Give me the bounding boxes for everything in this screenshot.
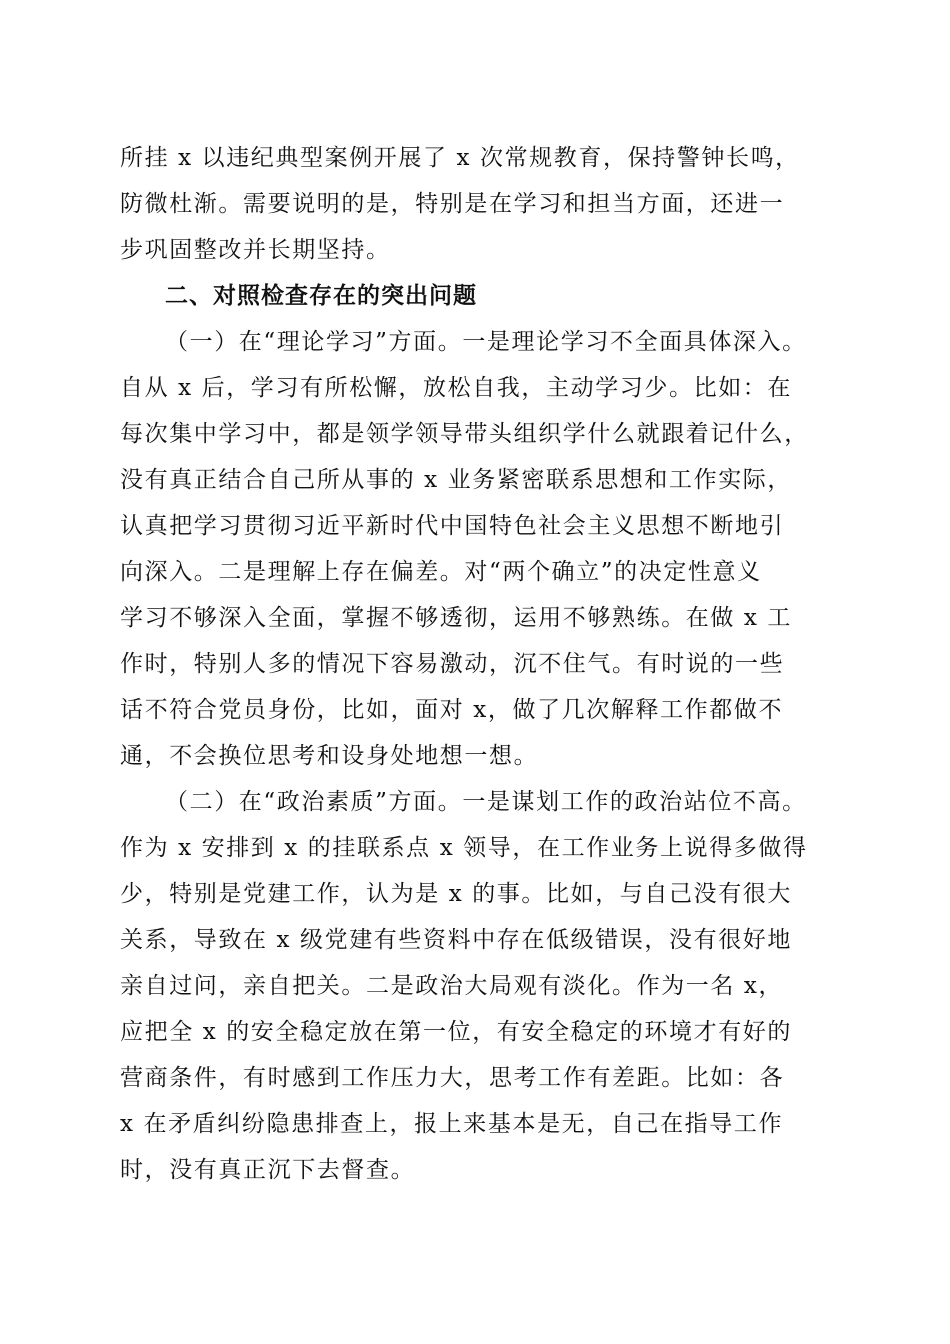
paragraph-2-line-2: 作为 x 安排到 x 的挂联系点 x 领导，在工作业务上说得多做得 [120,835,808,861]
paragraph-1-line-6: 向深入。二是理解上存在偏差。对“两个确立”的决定性意义 [120,559,762,585]
intro-line-3: 步巩固整改并长期坚持。 [120,237,391,263]
paragraph-2-line-3: 少，特别是党建工作，认为是 x 的事。比如，与自己没有很大 [120,881,792,907]
intro-line-2: 防微杜渐。需要说明的是，特别是在学习和担当方面，还进一 [120,191,785,217]
paragraph-1-line-9: 话不符合党员身份，比如，面对 x，做了几次解释工作都做不 [120,697,784,723]
paragraph-2-line-7: 营商条件，有时感到工作压力大，思考工作有差距。比如：各 [120,1065,785,1091]
paragraph-1-line-1: （一）在“理论学习”方面。一是理论学习不全面具体深入。 [165,329,807,355]
paragraph-2-line-6: 应把全 x 的安全稳定放在第一位，有安全稳定的环境才有好的 [120,1019,792,1045]
paragraph-1-line-2: 自从 x 后，学习有所松懈，放松自我，主动学习少。比如：在 [120,375,792,401]
section-heading: 二、对照检查存在的突出问题 [165,283,477,309]
paragraph-2-line-5: 亲自过问，亲自把关。二是政治大局观有淡化。作为一名 x， [120,973,784,999]
paragraph-2-line-1: （二）在“政治素质”方面。一是谋划工作的政治站位不高。 [165,789,807,815]
paragraph-1-line-10: 通，不会换位思考和设身处地想一想。 [120,743,539,769]
paragraph-1-line-8: 作时，特别人多的情况下容易激动，沉不住气。有时说的一些 [120,651,785,677]
intro-line-1: 所挂 x 以违纪典型案例开展了 x 次常规教育，保持警钟长鸣， [120,145,800,171]
paragraph-1-line-3: 每次集中学习中，都是领学领导带头组织学什么就跟着记什么， [120,421,809,447]
paragraph-2-line-8: x 在矛盾纠纷隐患排查上，报上来基本是无，自己在指导工作 [120,1111,784,1137]
paragraph-2-line-4: 关系，导致在 x 级党建有些资料中存在低级错误，没有很好地 [120,927,792,953]
paragraph-1-line-4: 没有真正结合自己所从事的 x 业务紧密联系思想和工作实际， [120,467,792,493]
paragraph-1-line-5: 认真把学习贯彻习近平新时代中国特色社会主义思想不断地引 [120,513,785,539]
paragraph-1-line-7: 学习不够深入全面，掌握不够透彻，运用不够熟练。在做 x 工 [120,605,792,631]
paragraph-2-line-9: 时，没有真正沉下去督查。 [120,1157,416,1183]
